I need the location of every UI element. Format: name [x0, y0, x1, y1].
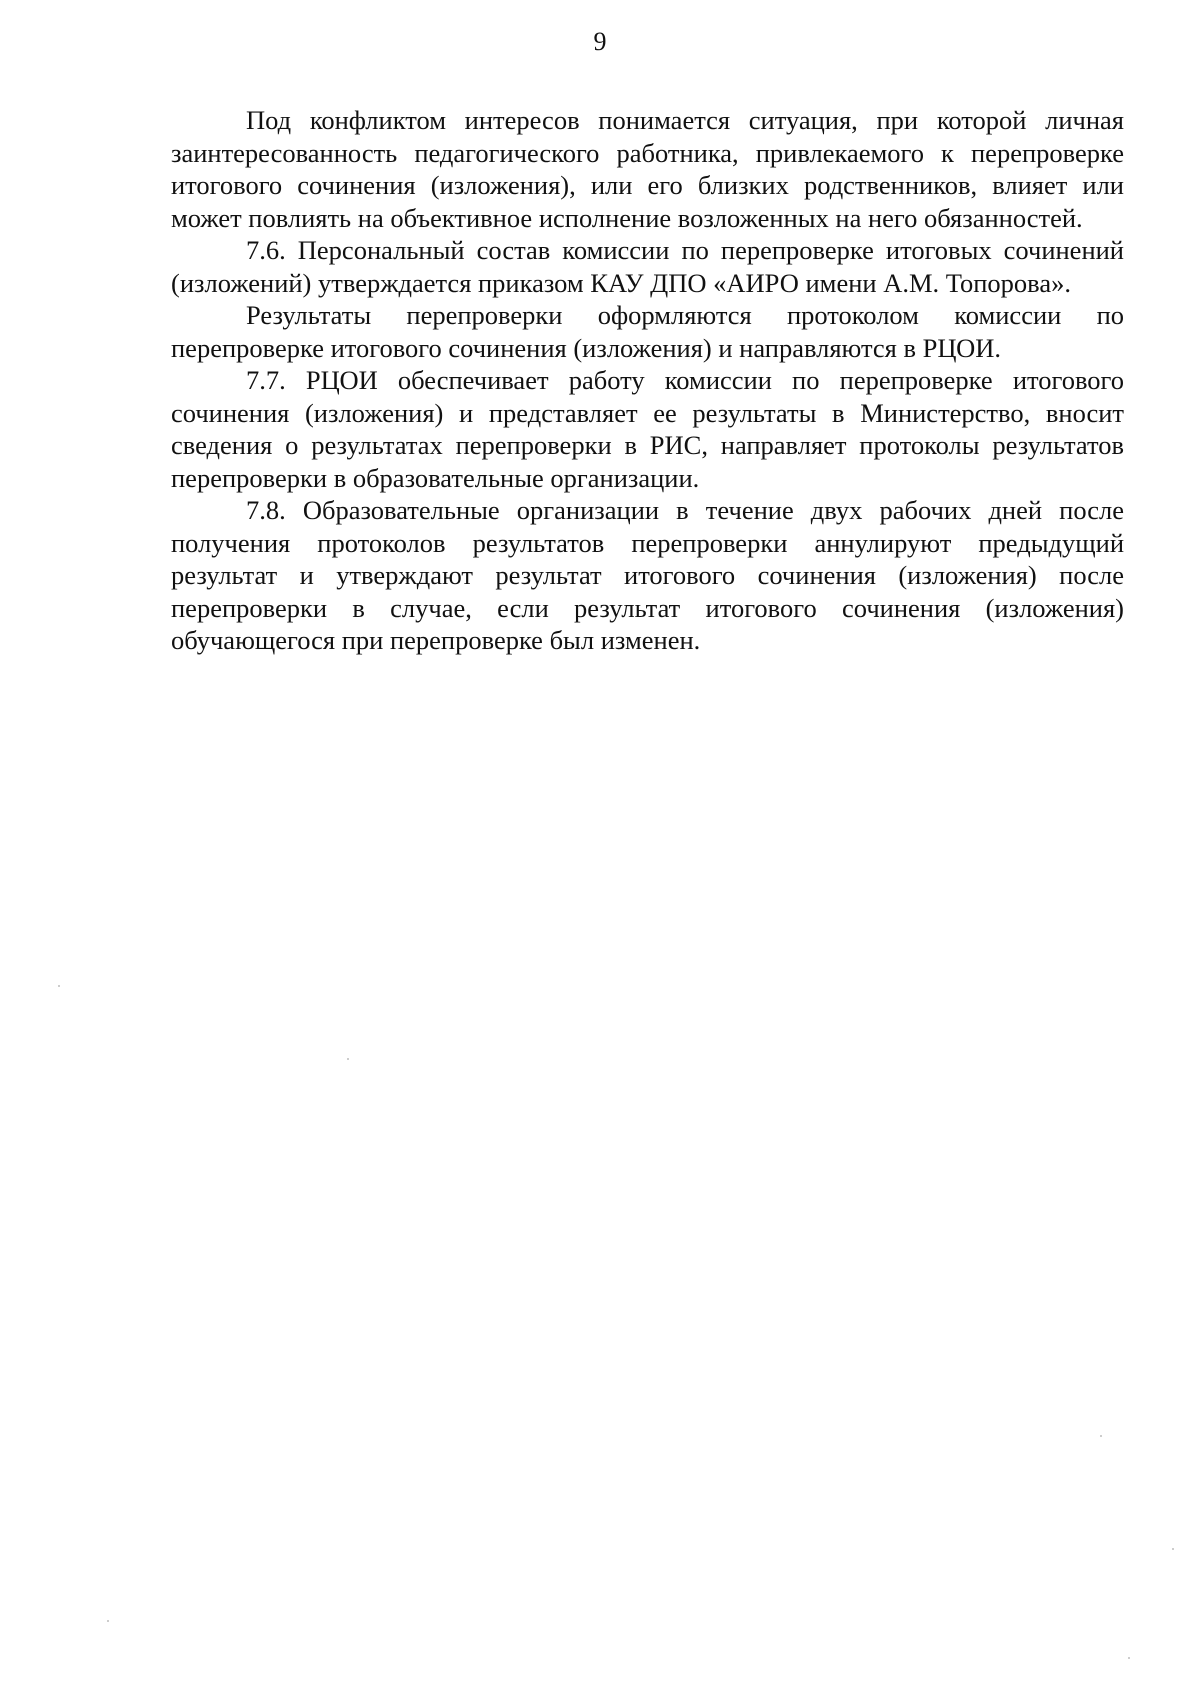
paragraph-conflict-of-interest: Под конфликтом интересов понимается ситуация, при которой личная заинтересованность педагогического работника, привлекаемого к перепроверке итогового сочинения (изложения), или его близких родственников, влияет или может повлиять на объективное исполнение возложенных на него обязанностей. [171, 105, 1124, 233]
paragraph-7-7: 7.7. РЦОИ обеспечивает работу комиссии по перепроверке итогового сочинения (изложения) и представляет ее результаты в Министерство, вносит сведения о результатах перепроверки в РИС, направляет протоколы результатов перепроверки в образовательные организации. [171, 365, 1124, 493]
scan-speck [1128, 1657, 1130, 1659]
scan-speck [58, 985, 60, 987]
scan-speck [1100, 1435, 1102, 1437]
paragraph-7-6: 7.6. Персональный состав комиссии по перепроверке итоговых сочинений (изложений) утверждается приказом КАУ ДПО «АИРО имени А.М. Топорова». [171, 235, 1124, 298]
paragraph-7-8: 7.8. Образовательные организации в течение двух рабочих дней после получения протоколов результатов перепроверки аннулируют предыдущий результат и утверждают результат итогового сочинения (изложения) после перепроверки в случае, если результат итогового сочинения (изложения) обучающегося при перепроверке был изменен. [171, 495, 1124, 655]
scan-speck [107, 1620, 109, 1622]
page-number: 9 [593, 27, 607, 56]
paragraph-results: Результаты перепроверки оформляются протоколом комиссии по перепроверке итогового сочинения (изложения) и направляются в РЦОИ. [171, 300, 1124, 363]
scan-speck [1172, 1548, 1174, 1550]
document-body [171, 104, 1124, 657]
scan-speck [347, 1058, 349, 1060]
